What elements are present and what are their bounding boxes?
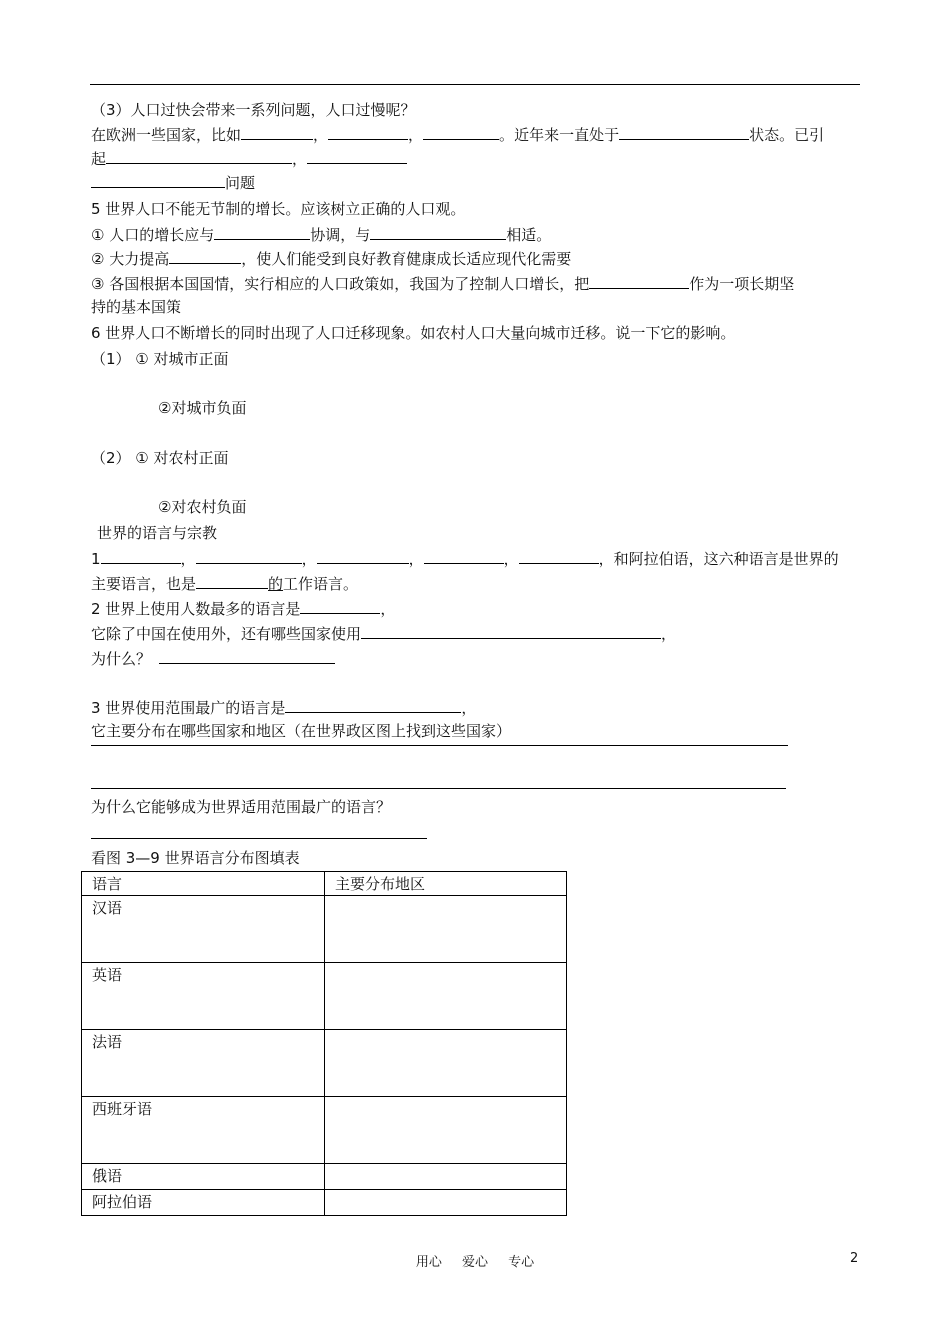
q3-l1b: 近年来一直处于 — [514, 126, 620, 144]
table-row — [82, 1164, 567, 1190]
page-number: 2 — [850, 1251, 859, 1266]
q3-line3 — [91, 172, 255, 193]
blank[interactable] — [101, 548, 181, 564]
comma: ， — [408, 126, 424, 144]
lq1-tail: ，和阿拉伯语，这六种语言是世界的 — [598, 550, 839, 568]
q5-i3b: 作为一项长期坚 — [689, 275, 795, 293]
blank[interactable] — [241, 124, 313, 140]
answer-line[interactable] — [91, 745, 788, 746]
header-rule — [90, 84, 860, 85]
region-cell[interactable] — [325, 1190, 567, 1216]
sep: ， — [408, 550, 424, 568]
q5-item1 — [91, 224, 551, 245]
language-cell: 西班牙语 — [82, 1097, 325, 1164]
footer-text: 专心 — [508, 1255, 535, 1270]
lq3-a: 3 世界使用范围最广的语言是 — [91, 699, 286, 717]
header-language: 语言 — [82, 872, 325, 896]
table-row — [82, 1097, 567, 1164]
lq1-l2b: 的 — [268, 575, 284, 593]
region-cell[interactable] — [325, 1164, 567, 1190]
q5-title: 5 世界人口不能无节制的增长。应该树立正确的人口观。 — [91, 200, 466, 218]
lq2-b: 它除了中国在使用外，还有哪些国家使用 — [91, 625, 362, 643]
q5-item3-cont: 持的基本国策 — [91, 298, 182, 316]
table-row — [82, 896, 567, 963]
q3-l1c: 状态。已引 — [749, 126, 825, 144]
blank[interactable] — [423, 124, 499, 140]
blank[interactable] — [285, 697, 461, 713]
q3-line2 — [91, 148, 407, 169]
blank[interactable] — [370, 224, 506, 240]
lq2-c: 为什么？ — [91, 650, 152, 668]
blank[interactable] — [619, 124, 749, 140]
blank[interactable] — [328, 124, 408, 140]
lq3-line1 — [91, 697, 476, 718]
region-cell[interactable] — [325, 1097, 567, 1164]
language-cell: 俄语 — [82, 1164, 325, 1190]
q5-i3a: ③ 各国根据本国国情，实行相应的人口政策如，我国为了控制人口增长，把 — [91, 275, 590, 293]
lq3-line2: 它主要分布在哪些国家和地区（在世界政区图上找到这些国家） — [91, 722, 512, 740]
q5-i2b: ，使人们能受到良好教育健康成长适应现代化需要 — [241, 250, 572, 268]
blank[interactable] — [317, 548, 409, 564]
language-cell: 阿拉伯语 — [82, 1190, 325, 1216]
blank[interactable] — [589, 273, 689, 289]
lq1-line2 — [91, 573, 358, 594]
q6-p2: （2） ① 对农村正面 — [91, 449, 229, 467]
table-header-row — [82, 872, 567, 896]
blank[interactable] — [159, 648, 335, 664]
region-cell[interactable] — [325, 1030, 567, 1097]
q3-title: （3）人口过快会带来一系列问题，人口过慢呢？ — [91, 101, 416, 119]
blank[interactable] — [361, 623, 661, 639]
q5-i1b: 协调，与 — [310, 226, 371, 244]
language-cell: 英语 — [82, 963, 325, 1030]
q3-line1 — [91, 124, 824, 145]
lq2-line3 — [91, 648, 335, 669]
q3-l2a: 起 — [91, 150, 107, 168]
lq1-l2a: 主要语言，也是 — [91, 575, 197, 593]
q3-l1a: 在欧洲一些国家，比如 — [91, 126, 242, 144]
blank[interactable] — [307, 148, 407, 164]
blank[interactable] — [196, 573, 268, 589]
blank[interactable] — [196, 548, 302, 564]
page-footer — [0, 1251, 950, 1270]
lq2-line1 — [91, 598, 395, 619]
lq3-line3: 为什么它能够成为世界适用范围最广的语言？ — [91, 798, 392, 816]
lq2-line2 — [91, 623, 676, 644]
blank[interactable] — [169, 248, 241, 264]
answer-line[interactable] — [91, 838, 427, 839]
period: 。 — [499, 126, 515, 144]
q6-title: 6 世界人口不断增长的同时出现了人口迁移现象。如农村人口大量向城市迁移。说一下它的影响。 — [91, 324, 736, 342]
lq2-a: 2 世界上使用人数最多的语言是 — [91, 600, 301, 618]
q5-i1a: ① 人口的增长应与 — [91, 226, 215, 244]
table-row — [82, 1190, 567, 1216]
table-row — [82, 1030, 567, 1097]
blank[interactable] — [91, 172, 225, 188]
table-caption: 看图 3—9 世界语言分布图填表 — [91, 849, 300, 867]
q5-i1c: 相适。 — [506, 226, 552, 244]
q5-i2a: ② 大力提高 — [91, 250, 170, 268]
blank[interactable] — [519, 548, 599, 564]
region-cell[interactable] — [325, 896, 567, 963]
q6-p1: （1） ① 对城市正面 — [91, 350, 229, 368]
sep: ， — [503, 550, 519, 568]
q6-p1b: ②对城市负面 — [158, 399, 247, 417]
comma: ， — [292, 150, 308, 168]
blank[interactable] — [214, 224, 310, 240]
sep: ， — [180, 550, 196, 568]
lq1-l2c: 工作语言。 — [283, 575, 359, 593]
q6-p2b: ②对农村负面 — [158, 498, 247, 516]
blank[interactable] — [424, 548, 504, 564]
q3-l3b: 问题 — [225, 174, 256, 192]
lq1-line1 — [91, 548, 839, 569]
sep: ， — [301, 550, 317, 568]
section-title: 世界的语言与宗教 — [97, 524, 218, 542]
language-cell: 汉语 — [82, 896, 325, 963]
table-row — [82, 963, 567, 1030]
comma: ， — [461, 699, 477, 717]
q5-item3 — [91, 273, 794, 294]
comma: ， — [313, 126, 329, 144]
region-cell[interactable] — [325, 963, 567, 1030]
footer-text: 爱心 — [461, 1255, 488, 1270]
blank[interactable] — [300, 598, 380, 614]
answer-line[interactable] — [91, 788, 786, 789]
blank[interactable] — [106, 148, 292, 164]
footer-text: 用心 — [415, 1255, 442, 1270]
header-region: 主要分布地区 — [325, 872, 567, 896]
language-table — [81, 871, 567, 1216]
language-cell: 法语 — [82, 1030, 325, 1097]
lq1-num: 1 — [91, 550, 101, 568]
comma: ， — [661, 625, 677, 643]
q5-item2 — [91, 248, 571, 269]
comma: ， — [380, 600, 396, 618]
